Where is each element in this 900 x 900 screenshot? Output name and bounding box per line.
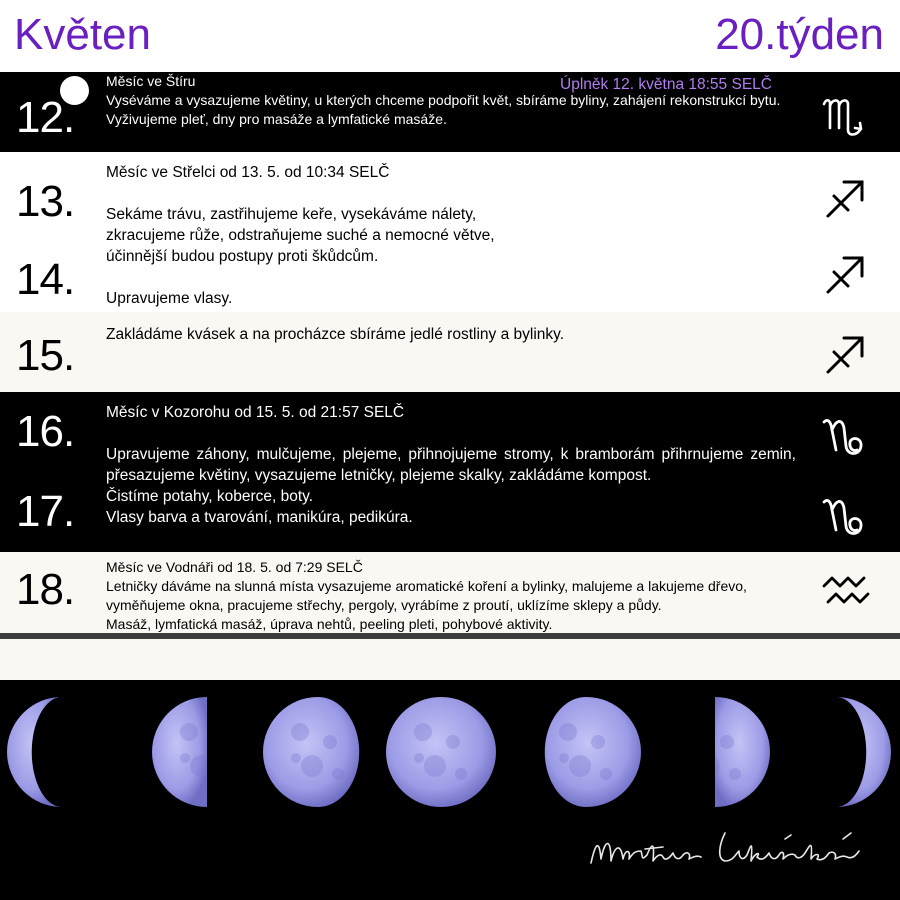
signature xyxy=(585,815,885,875)
moon-crater xyxy=(688,753,698,763)
day-number: 15. xyxy=(16,331,75,380)
day-block-18 xyxy=(0,552,900,633)
moon-sign-line: Měsíc ve Střelci od 13. 5. od 10:34 SELČ xyxy=(106,164,390,181)
moon-crater xyxy=(45,755,67,777)
sagittarius-icon xyxy=(820,328,872,380)
moon-crater xyxy=(600,768,612,780)
blank-row xyxy=(0,639,900,680)
moon-crater xyxy=(35,753,45,763)
day-block-12 xyxy=(0,72,900,152)
moon-crater xyxy=(291,753,301,763)
text-line: účinnější budou postupy proti škůdcům. xyxy=(106,248,379,265)
moon-phase-waning-crescent xyxy=(7,697,62,807)
moon-crater xyxy=(332,768,344,780)
text-line: Letničky dáváme na slunná místa vysazujeme aromatické koření a bylinky, malujeme a lakujeme dřevo, vyměňujeme okna, pracujeme střechy, pergoly, vyrábíme z proutí, uklízíme sklepy a půdy. xyxy=(106,578,747,613)
month-title: Květen xyxy=(14,10,151,59)
day-text xyxy=(106,162,796,309)
day-number: 12. xyxy=(16,93,75,142)
moon-crater xyxy=(76,768,88,780)
moon-crater xyxy=(455,768,467,780)
moon-crater xyxy=(67,735,81,749)
moon-phase-waning-gibbous xyxy=(263,697,359,807)
moon-sign-line: Měsíc ve Štíru xyxy=(106,73,196,89)
text-line: Sekáme trávu, zastřihujeme keře, vysekáváme nálety, xyxy=(106,206,477,223)
moon-crater xyxy=(809,723,827,741)
moon-phase-full xyxy=(386,697,496,807)
moon-crater xyxy=(569,755,591,777)
moon-crater xyxy=(809,753,819,763)
capricorn-icon xyxy=(820,490,872,542)
text-line: Upravujeme záhony, mulčujeme, plejeme, přihnojujeme stromy, k bramborám přihrnujeme zemin, přesazujeme květiny, vysazujeme letničky, plejeme skalky, zakládáme kompost. xyxy=(106,446,796,484)
full-moon-note: Úplněk 12. května 18:55 SELČ xyxy=(560,76,772,93)
moon-crater xyxy=(591,735,605,749)
moon-crater xyxy=(720,735,734,749)
sagittarius-icon xyxy=(820,172,872,224)
moon-crater xyxy=(850,768,862,780)
text-line: Čistíme potahy, koberce, boty. xyxy=(106,488,314,505)
moon-crater xyxy=(414,723,432,741)
scorpio-icon xyxy=(820,90,872,142)
moon-crater xyxy=(729,768,741,780)
moon-crater xyxy=(688,723,706,741)
moon-crater xyxy=(698,755,720,777)
day-text xyxy=(106,558,796,633)
moon-crater xyxy=(301,755,323,777)
moon-crater xyxy=(819,755,841,777)
moon-phase-first-quarter xyxy=(715,697,770,807)
day-block-15 xyxy=(0,312,900,392)
moon-crater xyxy=(446,735,460,749)
day-block-13-14 xyxy=(0,152,900,312)
day-number: 14. xyxy=(16,255,75,304)
aquarius-icon xyxy=(820,564,872,616)
moon-sign-line: Měsíc v Kozorohu od 15. 5. od 21:57 SELČ xyxy=(106,404,405,421)
moon-crater xyxy=(35,723,53,741)
day-text xyxy=(106,72,796,129)
text-line: Vyživujeme pleť, dny pro masáže a lymfatické masáže. xyxy=(106,111,447,127)
moon-crater xyxy=(323,735,337,749)
moon-crater xyxy=(190,755,212,777)
text-line: Zakládáme kvásek a na procházce sbíráme jedlé rostliny a bylinky. xyxy=(106,326,565,343)
text-line: Vlasy barva a tvarování, manikúra, pedikúra. xyxy=(106,509,413,526)
day-number: 13. xyxy=(16,177,75,226)
text-line: zkracujeme růže, odstraňujeme suché a nemocné větve, xyxy=(106,227,495,244)
day-number: 17. xyxy=(16,487,75,536)
moon-crater xyxy=(414,753,424,763)
capricorn-icon xyxy=(820,410,872,462)
moon-crater xyxy=(221,768,233,780)
moon-crater xyxy=(180,753,190,763)
week-title: 20.týden xyxy=(715,10,884,59)
moon-crater xyxy=(212,735,226,749)
day-number: 16. xyxy=(16,407,75,456)
moon-phase-third-quarter xyxy=(152,697,207,807)
moon-crater xyxy=(291,723,309,741)
text-line: Masáž, lymfatická masáž, úprava nehtů, peeling pleti, pohybové aktivity. xyxy=(106,616,553,632)
day-number: 18. xyxy=(16,565,75,614)
page-header xyxy=(0,0,900,72)
text-line: Upravujeme vlasy. xyxy=(106,290,233,307)
day-block-16-17 xyxy=(0,392,900,552)
moon-crater xyxy=(559,723,577,741)
day-text xyxy=(106,324,796,345)
day-text xyxy=(106,402,796,528)
moon-crater xyxy=(180,723,198,741)
moon-crater xyxy=(559,753,569,763)
moon-crater xyxy=(424,755,446,777)
moon-phase-waxing-crescent xyxy=(836,697,891,807)
sagittarius-icon xyxy=(820,248,872,300)
moon-phase-waxing-gibbous xyxy=(545,697,641,807)
text-line: Vyséváme a vysazujeme květiny, u kterých chceme podpořit květ, sbíráme byliny, zahájení rekonstrukcí bytu. xyxy=(106,92,781,108)
moon-phases-strip xyxy=(0,680,900,900)
moon-sign-line: Měsíc ve Vodnáři od 18. 5. od 7:29 SELČ xyxy=(106,559,363,575)
moon-crater xyxy=(841,735,855,749)
